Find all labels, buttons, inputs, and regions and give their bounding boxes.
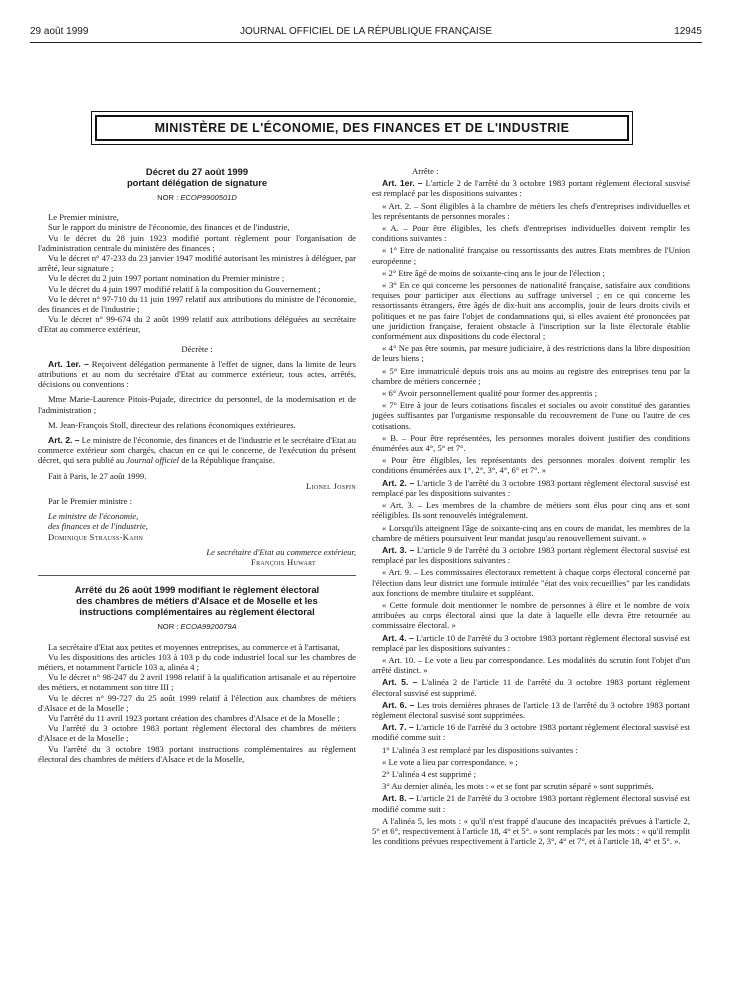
left-column <box>38 166 356 764</box>
decree1-signer: Lionel Jospin <box>306 480 356 491</box>
decree1-para: Vu le décret du 4 juin 1997 modifié relatif à la composition du Gouvernement ; <box>48 283 321 294</box>
article-text: Le ministre de l'économie, des finances et de l'industrie et le secrétaire d'Etat au commerce extérieur sont chargés, chacun en ce qui le concerne, de l'exécution du présent décret, qui sera publié au <box>38 435 356 466</box>
arrete-heading: Arrête : <box>412 166 439 176</box>
article-text: L'article 9 de l'arrêté du 3 octobre 1983 portant règlement électoral susvisé est remplacé par les dispositions suivantes : <box>372 544 690 566</box>
arrete-para: 2° L'alinéa 4 est supprimé ; <box>382 768 477 779</box>
decree1-title-line2: portant délégation de signature <box>126 177 268 188</box>
header-journal-title: JOURNAL OFFICIEL DE LA RÉPUBLIQUE FRANÇAISE <box>239 26 493 37</box>
arrete-para: « 4° Ne pas être soumis, par mesure judiciaire, à des restrictions dans la libre disposition de leurs biens ; <box>372 343 690 364</box>
decree2-para: Vu l'arrêté du 11 avril 1923 portant création des chambres d'Alsace et de la Moselle ; <box>48 712 340 723</box>
article-label: Art. 2. – <box>48 435 80 446</box>
arrete-para: A l'alinéa 5, les mots : « qu'il n'est frappé d'aucune des incapacités prévues à l'article 2, 5° et 6°, respectivement à l'article 18, 4° et 5°. » sont remplacés par les mots : « qu'il remplit les conditions prévues respectivement à l'article 2, 3°, 4° et 7°, et à l'article 18, 4° et 5°. ». <box>372 815 690 847</box>
article-text: L'article 16 de l'arrêté du 3 octobre 1983 portant règlement électoral susvisé est modifié comme suit : <box>372 722 690 743</box>
decree2-nor-code: ECOA9920079A <box>180 622 237 632</box>
decree1-para: Vu le décret du 28 juin 1923 modifié portant règlement pour l'organisation de l'administration centrale du ministère des finances ; <box>38 232 356 253</box>
decree1-decrete: Décrète : <box>181 343 213 354</box>
decree2-nor-label: NOR : <box>157 622 181 632</box>
article-label: Art. 6. – <box>382 699 415 710</box>
arrete-para: « 3° En ce qui concerne les personnes de nationalité française, satisfaire aux conditions requises pour participer aux élections au suffrage universel ; en ce qui concerne les ressortissants étrangers, être âgés de dix-huit ans accomplis, jouir de leurs droits civils et politiques et ne pas faire l'objet de condamnations qui, si elles avaient été prononcées par une juridiction française, feraient obstacle à l'inscription sur la liste électorale établie conformément aux dispositions du code électoral ; <box>372 280 690 342</box>
decree1-done-at: Fait à Paris, le 27 août 1999. <box>48 470 147 481</box>
ministry-heading: MINISTÈRE DE L'ÉCONOMIE, DES FINANCES ET DE L'INDUSTRIE <box>95 115 629 141</box>
arrete-para: « 6° Avoir personnellement qualité pour former des apprentis ; <box>382 388 597 399</box>
decree1-nor <box>38 193 356 203</box>
header-page-number: 12945 <box>674 26 702 37</box>
arrete-article3 <box>372 545 690 565</box>
decree1-minister-title-1: Le ministre de l'économie, <box>48 511 139 522</box>
decree1-nor-code: ECOP9900501D <box>180 193 237 202</box>
arrete-para: « Pour être éligibles, les représentants des personnes morales doivent remplir les conditions énumérées aux 1°, 2°, 3°, 4°, 6° et 7°. » <box>372 455 690 476</box>
article-label: Art. 7. – <box>382 722 414 733</box>
decree1-para: Mme Marie-Laurence Pitois-Pujade, directrice du personnel, de la modernisation et de l'administration ; <box>38 394 356 415</box>
arrete-para: 1° L'alinéa 3 est remplacé par les dispositions suivantes : <box>382 744 578 755</box>
decree1-para: Vu le décret n° 47-233 du 23 janvier 1947 modifié autorisant les ministres à déléguer, par arrêté, leur signature ; <box>38 253 356 274</box>
decree2-title-line3: instructions complémentaires au règlement électoral <box>79 606 315 618</box>
arrete-article4 <box>372 633 690 653</box>
article-label: Art. 3. – <box>382 544 415 555</box>
arrete-para: « 1° Etre de nationalité française ou ressortissants des autres Etats membres de l'Union européenne ; <box>372 245 690 266</box>
article-label: Art. 4. – <box>382 632 414 643</box>
article-text-italic: Journal officiel <box>126 455 180 466</box>
decree1-title-line1: Décret du 27 août 1999 <box>145 166 249 177</box>
section-divider <box>38 575 356 576</box>
article-label: Art. 2. – <box>382 477 415 488</box>
decree2-para: La secrétaire d'Etat aux petites et moyennes entreprises, au commerce et à l'artisanat, <box>48 641 340 652</box>
decree2-para: Vu les dispositions des articles 103 à 103 p du code industriel local sur les chambres de métiers, et notamment l'article 103 a, alinéa 4 ; <box>38 651 356 672</box>
arrete-article1 <box>372 178 690 198</box>
decree1-minister-name: Dominique Strauss-Kahn <box>48 531 144 542</box>
arrete-article2 <box>372 478 690 498</box>
decree1-para: Sur le rapport du ministre de l'économie, des finances et de l'industrie, <box>48 222 290 233</box>
decree1-minister-title-2: des finances et de l'industrie, <box>48 521 148 532</box>
arrete-para: « 2° Etre âgé de moins de soixante-cinq ans le jour de l'élection ; <box>382 267 605 278</box>
arrete-para: « Le vote a lieu par correspondance. » ; <box>382 756 518 767</box>
decree2-para: Vu le décret n° 99-727 du 25 août 1999 relatif à l'élection aux chambres de métiers d'Alsace et de la Moselle ; <box>38 692 356 713</box>
arrete-article7 <box>372 722 690 742</box>
decree1-secretary-title: Le secrétaire d'Etat au commerce extérieur, <box>206 546 356 557</box>
arrete-para: « Art. 9. – Les commissaires électoraux remettent à chaque corps électoral concerné par l'élection dans leur district une formule intitulée "état des voix recueillies" par les candidats aux fonctions de membre titulaire et suppléant. <box>372 567 690 598</box>
arrete-article5 <box>372 677 690 697</box>
right-column <box>372 166 690 846</box>
decree1-article1 <box>38 359 356 390</box>
article-text: L'article 2 de l'arrêté du 3 octobre 1983 portant règlement électoral susvisé est remplacé par les dispositions suivantes : <box>372 178 690 199</box>
arrete-para: « Lorsqu'ils atteignent l'âge de soixante-cinq ans en cours de mandat, les membres de la chambre de métiers poursuivent leur mandat jusqu'au renouvellement suivant. » <box>372 522 690 543</box>
header-date: 29 août 1999 <box>30 26 89 37</box>
arrete-para: « Art. 10. – Le vote a lieu par correspondance. Les modalités du scrutin font l'objet d'un arrêté distinct. » <box>372 654 690 676</box>
article-text: Les trois dernières phrases de l'article 13 de l'arrêté du 3 octobre 1983 portant règlement électoral susvisé sont supprimées. <box>372 699 690 720</box>
arrete-para: « A. – Pour être éligibles, les chefs d'entreprises individuelles doivent remplir les conditions suivantes : <box>372 223 690 244</box>
article-label: Art. 5. – <box>382 677 418 688</box>
decree2-para: Vu le décret n° 98-247 du 2 avril 1998 relatif à la qualification artisanale et au répertoire des métiers, et notamment son titre III ; <box>38 672 356 693</box>
arrete-article6 <box>372 700 690 720</box>
arrete-para: « B. – Pour être représentées, les personnes morales doivent justifier des conditions énumérées aux 4°, 5° et 7°. <box>372 432 690 454</box>
article-text: L'article 10 de l'arrêté du 3 octobre 1983 portant règlement électoral susvisé est remplacé par les dispositions suivantes : <box>372 632 690 653</box>
article-text: Reçoivent délégation permanente à l'effet de signer, dans la limite de leurs attributions et au nom du secrétaire d'Etat au commerce extérieur, tous actes, arrêtés, décisions ou conventions : <box>38 358 356 390</box>
decree1-para: Vu le décret n° 97-710 du 11 juin 1997 relatif aux attributions du ministre de l'économie, des finances et de l'industrie ; <box>38 293 356 315</box>
article-text: de la République française. <box>179 455 275 466</box>
decree2-title-line1: Arrêté du 26 août 1999 modifiant le règlement électoral <box>74 584 320 596</box>
article-label: Art. 8. – <box>382 793 414 804</box>
arrete-article8 <box>372 793 690 813</box>
decree1-by-pm: Par le Premier ministre : <box>48 496 133 507</box>
article-text: L'article 21 de l'arrêté du 3 octobre 1983 portant règlement électoral susvisé est modifié comme suit : <box>372 793 690 814</box>
decree1-para: Vu le décret n° 99-674 du 2 août 1999 relatif aux attributions déléguées au secrétaire d'Etat au commerce extérieur, <box>38 314 356 335</box>
arrete-para: « Cette formule doit mentionner le nombre de personnes à élire et le nombre de voix attribuées au corps électoral ainsi que la date à laquelle elle devra être retournée au commissaire électoral. » <box>372 599 690 631</box>
arrete-para: « Art. 3. – Les membres de la chambre de métiers sont élus pour cinq ans et sont rééligibles. Ils sont renouvelés intégralement. <box>372 500 690 521</box>
page-header <box>30 26 702 40</box>
arrete-para: 3° Au dernier alinéa, les mots : « et se font par scrutin séparé » sont supprimés. <box>382 781 654 792</box>
decree2-nor <box>38 622 356 632</box>
arrete-para: « Art. 2. – Sont éligibles à la chambre de métiers les chefs d'entreprises individuelles et les représentants de personnes morales : <box>372 200 690 221</box>
arrete-para: « 7° Etre à jour de leurs cotisations fiscales et sociales ou avoir constitué des garanties jugées suffisantes par l'organisme responsable du recouvrement de l'une ou l'autre de ces cotisations. <box>372 400 690 431</box>
decree2-para: Vu l'arrêté du 3 octobre 1983 portant instructions complémentaires au règlement électoral des chambres de métiers d'Alsace et de la Moselle, <box>38 743 356 764</box>
decree1-para: Vu le décret du 2 juin 1997 portant nomination du Premier ministre ; <box>48 273 285 284</box>
decree1-secretary-name: François Huwart <box>251 557 316 568</box>
article-text: L'article 3 de l'arrêté du 3 octobre 1983 portant règlement électoral susvisé est remplacé par les dispositions suivantes : <box>372 477 690 498</box>
decree1-para: Le Premier ministre, <box>48 212 119 223</box>
arrete-para: « 5° Etre immatriculé depuis trois ans au moins au registre des entreprises tenu par la chambre de métiers concernée ; <box>372 365 690 386</box>
decree1-article2 <box>38 435 356 466</box>
article-label: Art. 1er. – <box>48 358 89 369</box>
article-label: Art. 1er. – <box>382 178 423 189</box>
decree2-para: Vu l'arrêté du 3 octobre 1983 portant règlement électoral des chambres de métiers d'Alsace et de la Moselle ; <box>38 723 356 744</box>
header-rule <box>30 42 702 43</box>
article-text: L'alinéa 2 de l'article 11 de l'arrêté du 3 octobre 1983 portant règlement électoral susvisé est supprimé. <box>372 677 690 698</box>
decree1-nor-label: NOR : <box>157 193 181 202</box>
decree1-para: M. Jean-François Stoll, directeur des relations économiques extérieures. <box>48 419 296 430</box>
decree2-title-line2: des chambres de métiers d'Alsace et de Moselle et les <box>76 595 318 607</box>
